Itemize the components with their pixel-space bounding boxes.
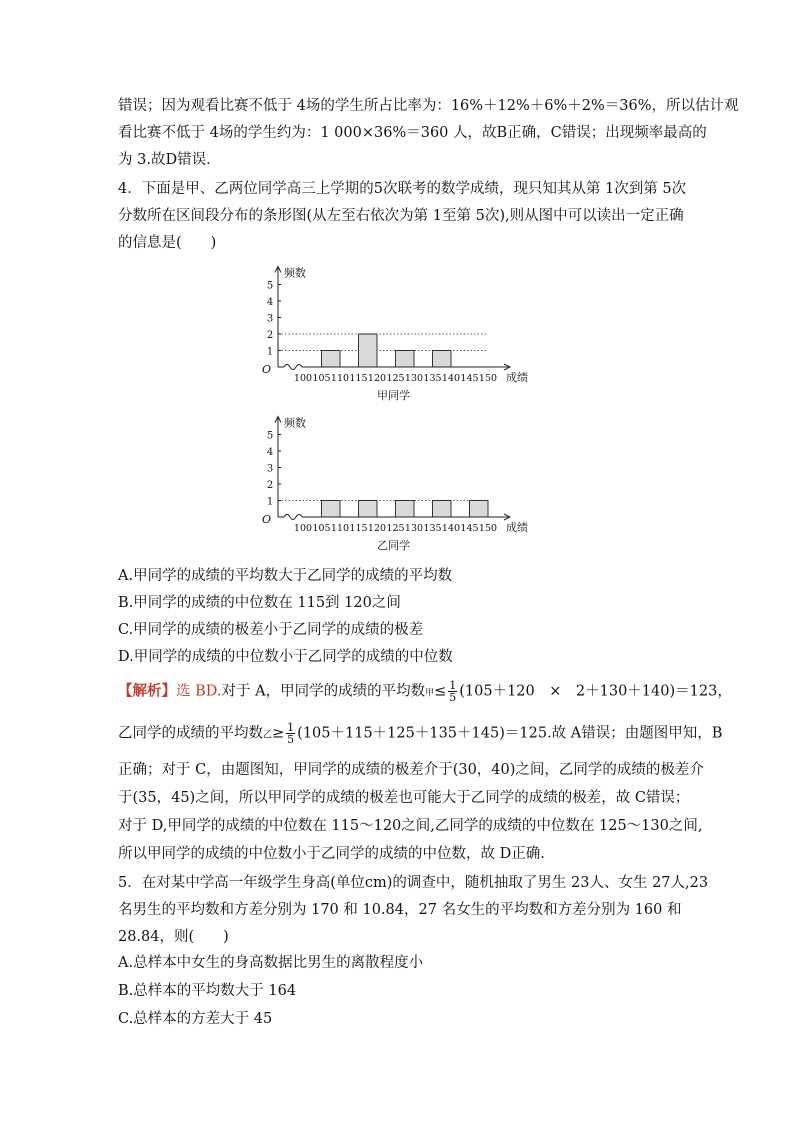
y-tick-label: 3	[266, 313, 274, 325]
solution-line-5: 对于 D,甲同学的成绩的中位数在 115～120之间,乙同学的成绩的中位数在 125～130之间,	[118, 818, 703, 834]
x-axis-label: 成绩	[506, 371, 528, 384]
axis-break-squiggle	[284, 365, 302, 370]
x-tick-label: 105	[312, 373, 331, 384]
x-tick-label: 120	[367, 523, 387, 534]
fraction-numerator: 1	[287, 721, 295, 734]
histogram-bar	[322, 351, 341, 368]
x-tick-label: 120	[367, 373, 387, 384]
x-tick-label: 105	[312, 523, 331, 534]
fraction	[286, 722, 295, 745]
y-axis-label: 频数	[284, 416, 306, 430]
x-tick-label: 140	[441, 373, 461, 384]
option-b: B.甲同学的成绩的中位数在 115到 120之间	[118, 595, 401, 611]
y-tick-label: 1	[266, 346, 274, 358]
y-tick-label: 5	[266, 430, 274, 442]
fraction-denominator: 5	[287, 733, 295, 746]
histogram-bar	[470, 501, 489, 518]
x-tick-label: 100	[293, 523, 313, 534]
histogram-bar	[359, 334, 378, 367]
solution-text: 乙同学的成绩的平均数	[118, 725, 263, 742]
solution-line-3: 正确；对于 C，由题图知，甲同学的成绩的极差介于(30，40)之间，乙同学的成绩的极差介	[118, 762, 704, 778]
chart-jia	[250, 262, 540, 412]
x-tick-label: 115	[349, 523, 368, 534]
geq-symbol: ≥	[272, 725, 285, 742]
x-tick-label: 150	[478, 373, 498, 384]
y-tick-label: 4	[266, 447, 274, 458]
chart-jia-svg	[250, 262, 540, 412]
paragraph-line: 看比赛不低于 4场的学生约为：1 000×36%＝360 人，故B正确，C错误；出现频率最高的	[118, 125, 707, 141]
x-tick-label: 125	[386, 523, 405, 534]
subscript-yi: 乙	[263, 730, 273, 741]
question-4-stem: 分数所在区间段分布的条形图(从左至右依次为第 1至第 5次),则从图中可以读出一定正确	[118, 208, 684, 224]
question-5-stem: 5．在对某中学高一年级学生身高(单位cm)的调查中，随机抽取了男生 23人、女生 27人,23	[118, 875, 709, 891]
leq-symbol: ≤	[434, 683, 447, 700]
x-axis-label: 成绩	[506, 521, 528, 534]
x-tick-label: 125	[386, 373, 405, 384]
axis-break-squiggle	[284, 515, 302, 520]
y-tick-label: 2	[266, 480, 274, 491]
histogram-bar	[396, 351, 415, 368]
option-d: D.甲同学的成绩的中位数小于乙同学的成绩的中位数	[118, 649, 453, 665]
q5-option-c: C.总样本的方差大于 45	[118, 1011, 273, 1027]
y-tick-label: 4	[266, 297, 274, 308]
y-tick-label: 5	[266, 280, 274, 292]
histogram-bar	[322, 501, 341, 518]
solution-line-6: 所以甲同学的成绩的中位数小于乙同学的成绩的中位数，故 D正确.	[118, 846, 545, 862]
question-5-stem: 28.84，则( )	[118, 929, 229, 945]
chart-yi-svg	[250, 412, 540, 562]
option-c: C.甲同学的成绩的极差小于乙同学的成绩的极差	[118, 622, 424, 638]
x-tick-label: 145	[460, 373, 479, 384]
question-4-stem: 的信息是( )	[118, 235, 217, 251]
x-tick-label: 130	[404, 373, 424, 384]
x-tick-label: 145	[460, 523, 479, 534]
histogram-bar	[433, 351, 452, 368]
y-axis-label: 频数	[284, 266, 306, 280]
chart-title: 乙同学	[377, 539, 410, 552]
x-tick-label: 130	[404, 523, 424, 534]
histogram-bar	[396, 501, 415, 518]
subscript-jia: 甲	[425, 688, 435, 699]
y-tick-label: 2	[266, 330, 274, 341]
x-tick-label: 150	[478, 523, 498, 534]
x-tick-label: 140	[441, 523, 461, 534]
x-tick-label: 135	[423, 523, 442, 534]
x-tick-label: 135	[423, 373, 442, 384]
fraction-numerator: 1	[449, 679, 457, 692]
histogram-bar	[359, 501, 378, 518]
q5-option-b: B.总样本的平均数大于 164	[118, 983, 297, 999]
y-tick-label: 3	[266, 463, 274, 475]
question-4-stem: 4．下面是甲、乙两位同学高三上学期的5次联考的数学成绩，现只知其从第 1次到第 5次	[118, 181, 687, 197]
histogram-bar	[433, 501, 452, 518]
x-tick-label: 115	[349, 373, 368, 384]
q5-option-a: A.总样本中女生的身高数据比男生的离散程度小	[118, 955, 424, 971]
solution-text: 对于 A，甲同学的成绩的平均数	[221, 683, 426, 700]
fraction-denominator: 5	[449, 691, 457, 704]
solution-line-4: 于(35，45)之间，所以甲同学的成绩的极差也可能大于乙同学的成绩的极差，故 C错误；	[118, 790, 690, 806]
solution-line-1	[118, 679, 732, 704]
origin-label: O	[262, 513, 272, 526]
chart-yi	[250, 412, 540, 562]
x-tick-label: 100	[293, 373, 313, 384]
solution-tag: 【解析】	[118, 682, 176, 700]
origin-label: O	[262, 363, 272, 376]
option-a: A.甲同学的成绩的平均数大于乙同学的成绩的平均数	[118, 568, 453, 584]
fraction	[448, 680, 457, 703]
solution-text: (105＋120 × 2＋130＋140)＝123，	[459, 683, 732, 700]
y-tick-label: 1	[266, 496, 274, 508]
x-tick-label: 110	[330, 523, 350, 534]
solution-line-2	[118, 721, 723, 746]
paragraph-line: 错误；因为观看比赛不低于 4场的学生所占比率为：16%＋12%＋6%＋2%＝36%，所以估计观	[118, 98, 739, 114]
solution-text: (105＋115＋125＋135＋145)＝125.故 A错误；由题图甲知，B	[297, 725, 723, 742]
question-5-stem: 名男生的平均数和方差分别为 170 和 10.84，27 名女生的平均数和方差分别为 160 和	[118, 902, 682, 918]
paragraph-line: 为 3.故D错误．	[118, 152, 221, 168]
x-tick-label: 110	[330, 373, 350, 384]
chart-title: 甲同学	[377, 389, 410, 402]
solution-answer: 选 BD.	[176, 683, 222, 700]
